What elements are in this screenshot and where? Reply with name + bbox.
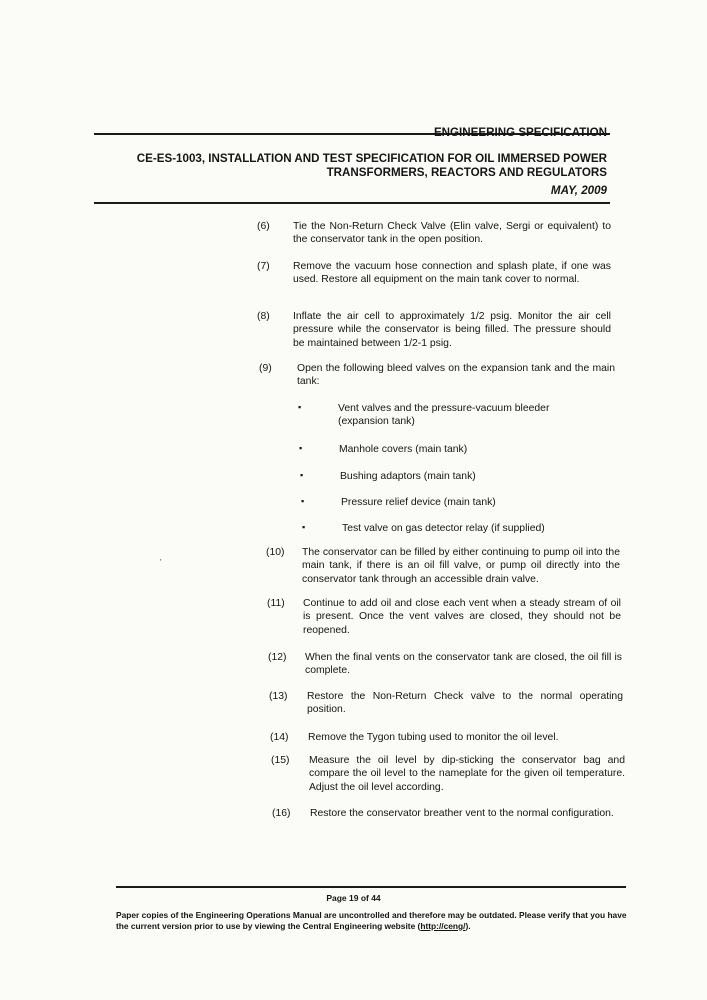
header-title: ENGINEERING SPECIFICATION [433,126,607,139]
header-bottom-rule [94,202,610,204]
step-text: Inflate the air cell to approximately 1/2 psig. Monitor the air cell pressure while the conservator is being filled. The pressure should be maintained between 1/2-1 psig. [293,311,611,349]
bullet-marker: ▪ [300,470,304,480]
step-number: (15) [271,755,290,766]
footer-disclaimer [116,910,628,932]
step-number: (7) [257,261,270,272]
step-text: Remove the Tygon tubing used to monitor the oil level. [308,732,559,743]
step-text: Restore the Non-Return Check valve to the normal operating position. [307,691,623,716]
bullet-marker: ▪ [301,496,305,506]
bullet-text: Test valve on gas detector relay (if supplied) [342,523,545,534]
step-number: (11) [267,598,285,609]
step-number: (6) [257,221,270,232]
header-doc-line-2: TRANSFORMERS, REACTORS AND REGULATORS [326,166,607,179]
step-text: Continue to add oil and close each vent when a steady stream of oil is present. Once the vent valves are closed, they should not be reopened. [303,598,621,636]
footer-rule [116,886,626,888]
step-text: Remove the vacuum hose connection and splash plate, if one was used. Restore all equipment on the main tank cover to normal. [293,261,611,286]
footer-disclaimer-end: ). [465,921,471,931]
scan-speck: ' [160,558,162,567]
step-text: Open the following bleed valves on the expansion tank and the main tank: [297,363,615,388]
bullet-text: Bushing adaptors (main tank) [340,471,476,482]
step-number: (8) [257,311,270,322]
bullet-text: Manhole covers (main tank) [339,444,468,455]
bullet-text: Pressure relief device (main tank) [341,497,496,508]
header-date: MAY, 2009 [550,184,607,197]
header-doc-line-1: CE-ES-1003, INSTALLATION AND TEST SPECIFICATION FOR OIL IMMERSED POWER [136,152,607,165]
step-text: Measure the oil level by dip-sticking the conservator bag and compare the oil level to the nameplate for the given oil temperature. Adjust the oil level according. [309,755,625,793]
bullet-marker: ▪ [298,402,302,412]
step-number: (9) [259,363,272,374]
page-number: Page 19 of 44 [326,893,381,903]
central-engineering-link[interactable]: http://ceng/ [420,921,466,931]
step-text: Restore the conservator breather vent to the normal configuration. [310,808,614,819]
bullet-marker: ▪ [302,522,306,532]
step-number: (16) [272,808,291,819]
bullet-text: Vent valves and the pressure-vacuum bleeder (expansion tank) [338,403,550,428]
step-text: Tie the Non-Return Check Valve (Elin valve, Sergi or equivalent) to the conservator tank in the open position. [293,221,611,246]
step-text: The conservator can be filled by either continuing to pump oil into the main tank, if there is an oil fill valve, or pump oil directly into the conservator tank through an accessible drain valve. [302,547,620,585]
step-number: (14) [270,732,289,743]
step-number: (10) [266,547,285,558]
step-number: (13) [269,691,288,702]
step-text: When the final vents on the conservator tank are closed, the oil fill is complete. [305,652,622,677]
footer-disclaimer-text: Paper copies of the Engineering Operations Manual are uncontrolled and therefore may be outdated. Please verify that you have the current version prior to use by viewing the Central Engineering website ( [116,910,627,931]
step-number: (12) [268,652,287,663]
bullet-marker: ▪ [299,443,303,453]
